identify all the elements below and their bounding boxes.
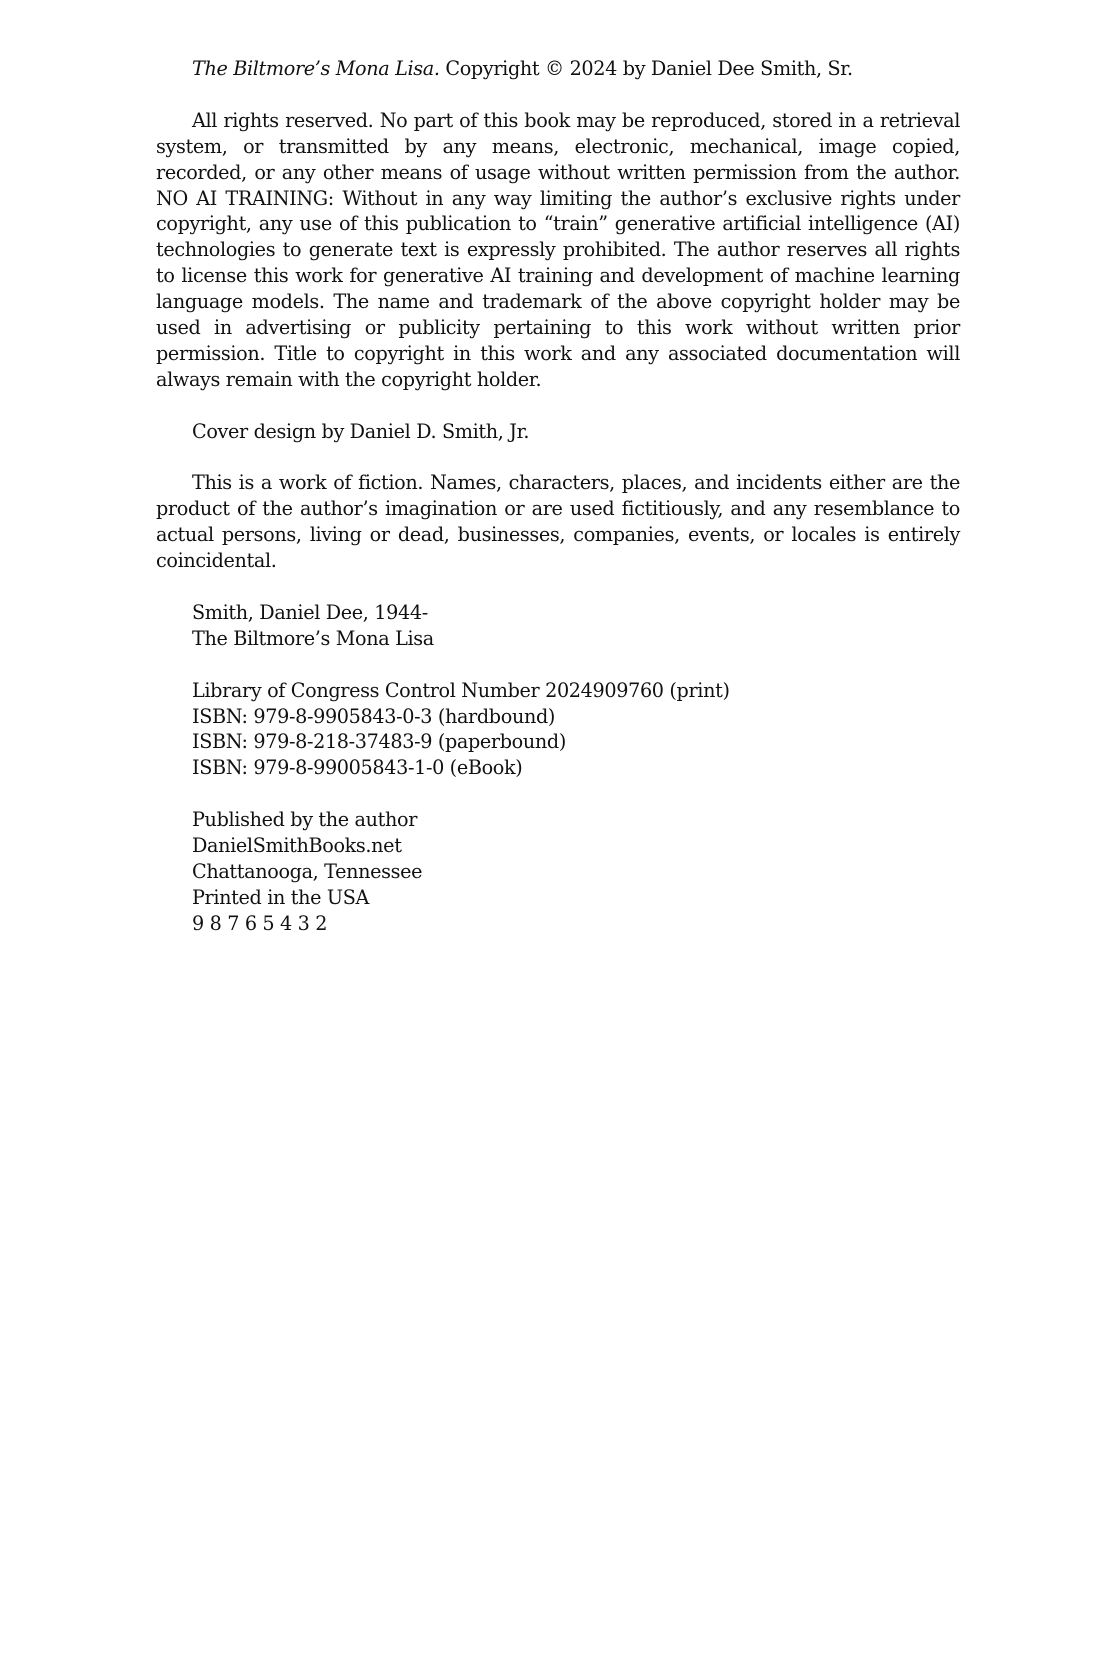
cataloging-block — [192, 600, 960, 652]
printed-in: Printed in the USA — [192, 885, 370, 909]
author-entry: Smith, Daniel Dee, 1944- — [192, 600, 428, 624]
isbn-paperbound: ISBN: 979-8-218-37483-9 (paperbound) — [192, 730, 566, 754]
publisher-location: Chattanooga, Tennessee — [192, 860, 423, 883]
isbn-hardbound: ISBN: 979-8-9905843-0-3 (hardbound) — [192, 704, 556, 728]
isbn-ebook: ISBN: 979-8-99005843-1-0 (eBook) — [192, 756, 523, 780]
rights-paragraph: All rights reserved. No part of this book may be reproduced, stored in a retrieval system, or transmitted by any means, electronic, mechanical, image copied, recorded, or any other means of usage without written permission from the author. NO AI TRAINING: Without in any way limiting the author’s exclusive rights under copyright, any use of this publication to “train” generative artificial intelligence (AI) technologies to generate text is expressly prohibited. The author reserves all rights to license this work for generative AI training and development of machine learning language models. The name and trademark of the above copyright holder may be used in advertising or publicity pertaining to this work without written prior permission. Title to copyright in this work and any associated documentation will always remain with the copyright holder. — [156, 108, 960, 391]
copyright-notice: Copyright © 2024 by Daniel Dee Smith, Sr. — [439, 57, 853, 80]
lccn: Library of Congress Control Number 2024909760 (print) — [192, 678, 730, 702]
cover-credit: Cover design by Daniel D. Smith, Jr. — [192, 419, 530, 443]
publisher-block — [192, 807, 960, 937]
book-title: The Biltmore’s Mona Lisa. — [192, 57, 440, 80]
title-entry: The Biltmore’s Mona Lisa — [192, 626, 434, 650]
publisher-website: DanielSmithBooks.net — [192, 834, 402, 858]
publisher-line: Published by the author — [192, 808, 418, 832]
copyright-line — [156, 56, 960, 82]
identifiers-block — [192, 678, 960, 782]
copyright-page — [156, 56, 960, 963]
printing-number-line: 9 8 7 6 5 4 3 2 — [192, 911, 328, 935]
fiction-disclaimer: This is a work of fiction. Names, characters, places, and incidents either are the product of the author’s imagination or are used fictitiously, and any resemblance to actual persons, living or dead, businesses, companies, events, or locales is entirely coincidental. — [156, 471, 960, 573]
